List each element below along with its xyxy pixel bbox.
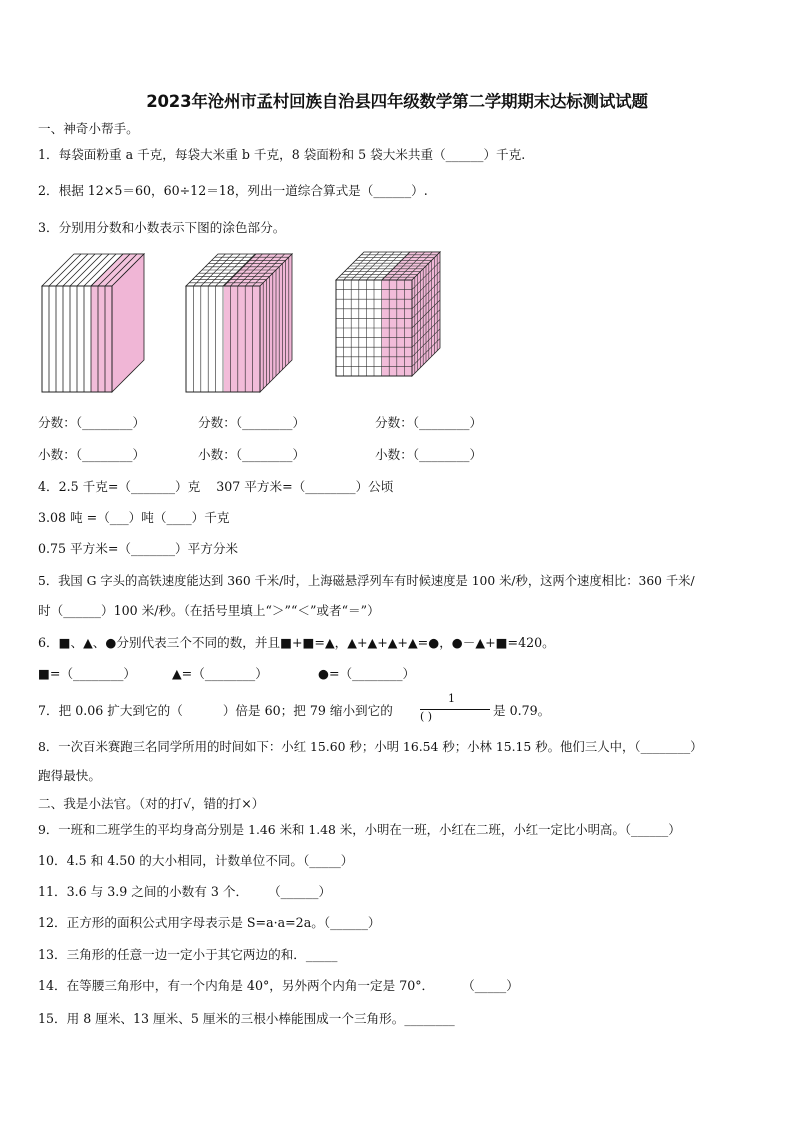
question-8-line-2: 跑得最快。 <box>38 768 101 783</box>
q6-square-answer: ■=（________） <box>38 666 137 681</box>
question-4-line-3: 0.75 平方米=（_______）平方分米 <box>38 541 239 556</box>
question-9: 9．一班和二班学生的平均身高分别是 1.46 米和 1.48 米，小明在一班，小红在二班，小红一定比小明高。（______） <box>38 822 681 837</box>
figure-1-tenths <box>42 254 144 392</box>
question-15: 15．用 8 厘米、13 厘米、5 厘米的三根小棒能围成一个三角形。________ <box>38 1011 455 1026</box>
q3-decimal-2: 小数：（________） <box>198 447 306 462</box>
q7-fraction-denominator: ( ) <box>420 710 433 723</box>
question-14: 14．在等腰三角形中，有一个内角是 40°，另外两个内角一定是 70°． （_____） <box>38 978 519 993</box>
page-title: 2023年沧州市孟村回族自治县四年级数学第二学期期末达标测试试题 <box>146 92 648 111</box>
section-2-heading: 二、我是小法官。（对的打√，错的打×） <box>38 796 265 811</box>
question-10: 10．4.5 和 4.50 的大小相同，计数单位不同。（_____） <box>38 853 354 868</box>
figure-2-hundredths <box>186 254 292 392</box>
question-3-figures <box>36 246 456 396</box>
question-4-line-1: 4．2.5 千克=（_______）克 307 平方米=（________）公顷 <box>38 479 394 494</box>
section-1-heading: 一、神奇小帮手。 <box>38 121 139 136</box>
question-5-line-1: 5．我国 G 字头的高铁速度能达到 360 千米/时，上海磁悬浮列车有时候速度是 100 米/秒，这两个速度相比：360 千米/ <box>38 574 695 588</box>
q3-fraction-3: 分数：（________） <box>375 415 483 430</box>
q3-fraction-1: 分数：（________） <box>38 415 146 430</box>
q3-decimal-3: 小数：（________） <box>375 447 483 462</box>
question-7-text: 7．把 0.06 扩大到它的（ ）倍是 60；把 79 缩小到它的 <box>38 703 393 718</box>
question-5-line-2: 时（______）100 米/秒。（在括号里填上“＞”“＜”或者“＝”） <box>38 603 380 618</box>
question-7-tail: 是 0.79。 <box>493 703 551 718</box>
question-8-line-1: 8．一次百米赛跑三名同学所用的时间如下：小红 15.60 秒；小明 16.54 秒；小林 15.15 秒。他们三人中，（________） <box>38 739 703 754</box>
question-12: 12．正方形的面积公式用字母表示是 S=a·a=2a。（______） <box>38 915 381 930</box>
question-3: 3．分别用分数和小数表示下图的涂色部分。 <box>38 220 286 235</box>
question-11: 11．3.6 与 3.9 之间的小数有 3 个． （______） <box>38 884 332 899</box>
q7-fraction-numerator: 1 <box>448 692 455 705</box>
question-4-line-2: 3.08 吨 =（___）吨（____）千克 <box>38 510 230 525</box>
question-6-line-1: 6．■、▲、●分别代表三个不同的数，并且■+■=▲，▲+▲+▲+▲=●，●－▲+■=420。 <box>38 635 555 650</box>
question-13: 13．三角形的任意一边一定小于其它两边的和．_____ <box>38 947 338 962</box>
q3-fraction-2: 分数：（________） <box>198 415 306 430</box>
figure-3-thousandths <box>336 252 440 376</box>
q3-decimal-1: 小数：（________） <box>38 447 146 462</box>
question-1: 1．每袋面粉重 a 千克，每袋大米重 b 千克，8 袋面粉和 5 袋大米共重（______）千克. <box>38 147 526 162</box>
question-2: 2．根据 12×5＝60，60÷12＝18，列出一道综合算式是（______）. <box>38 183 428 198</box>
q6-circle-answer: ●=（________） <box>318 666 416 681</box>
q6-triangle-answer: ▲=（________） <box>172 666 268 681</box>
